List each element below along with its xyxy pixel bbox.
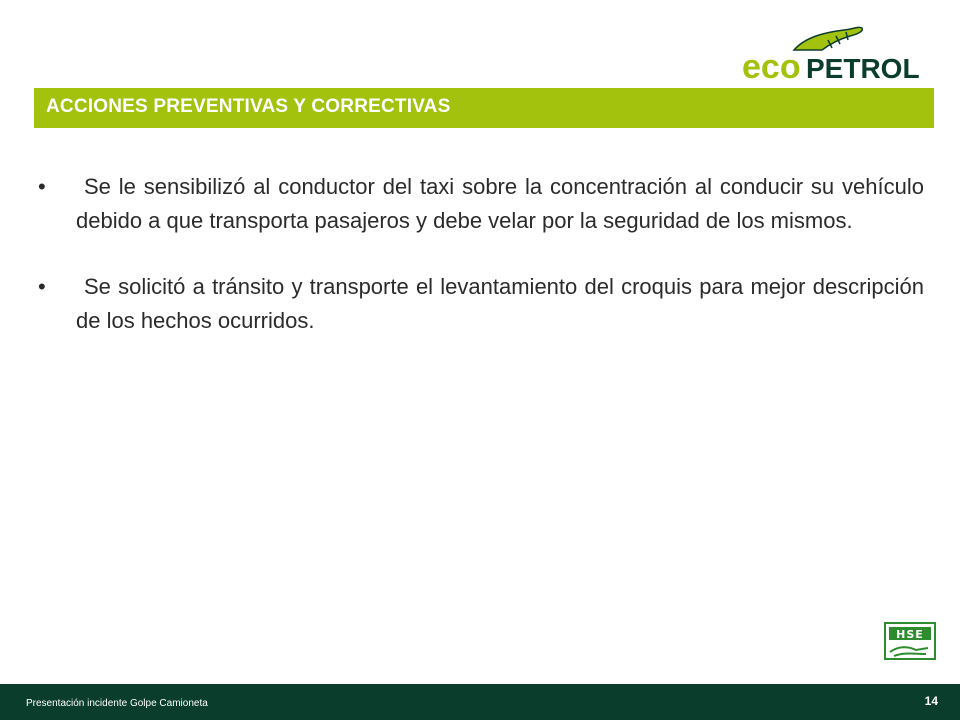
hse-label-bar (889, 627, 931, 640)
iguana-icon (794, 27, 862, 50)
list-item (38, 170, 924, 238)
hse-label: HSE (896, 628, 924, 641)
presentation-title: Presentación incidente Golpe Camioneta (26, 698, 208, 709)
logo-eco-text: eco (742, 48, 801, 84)
ecopetrol-logo (736, 14, 932, 84)
footer-bar (0, 684, 960, 720)
section-title: ACCIONES PREVENTIVAS Y CORRECTIVAS (46, 96, 451, 117)
page-number: 14 (924, 694, 938, 708)
list-item (38, 270, 924, 338)
bullet-marker: • (38, 274, 46, 299)
bullet-text: Se le sensibilizó al conductor del taxi sobre la concentración al conducir su vehículo debido a que transporta pasajeros y debe velar por la seguridad de los mismos. (76, 174, 924, 233)
bullet-text: Se solicitó a tránsito y transporte el levantamiento del croquis para mejor descripción de los hechos ocurridos. (76, 274, 924, 333)
hand-icon (886, 640, 934, 660)
logo-petrol-text: PETROL (806, 53, 920, 84)
hse-badge (884, 622, 936, 660)
bullet-list (38, 170, 924, 370)
ecopetrol-logo-graphic (736, 14, 932, 84)
bullet-marker: • (38, 174, 46, 199)
section-header-bar (34, 88, 934, 128)
